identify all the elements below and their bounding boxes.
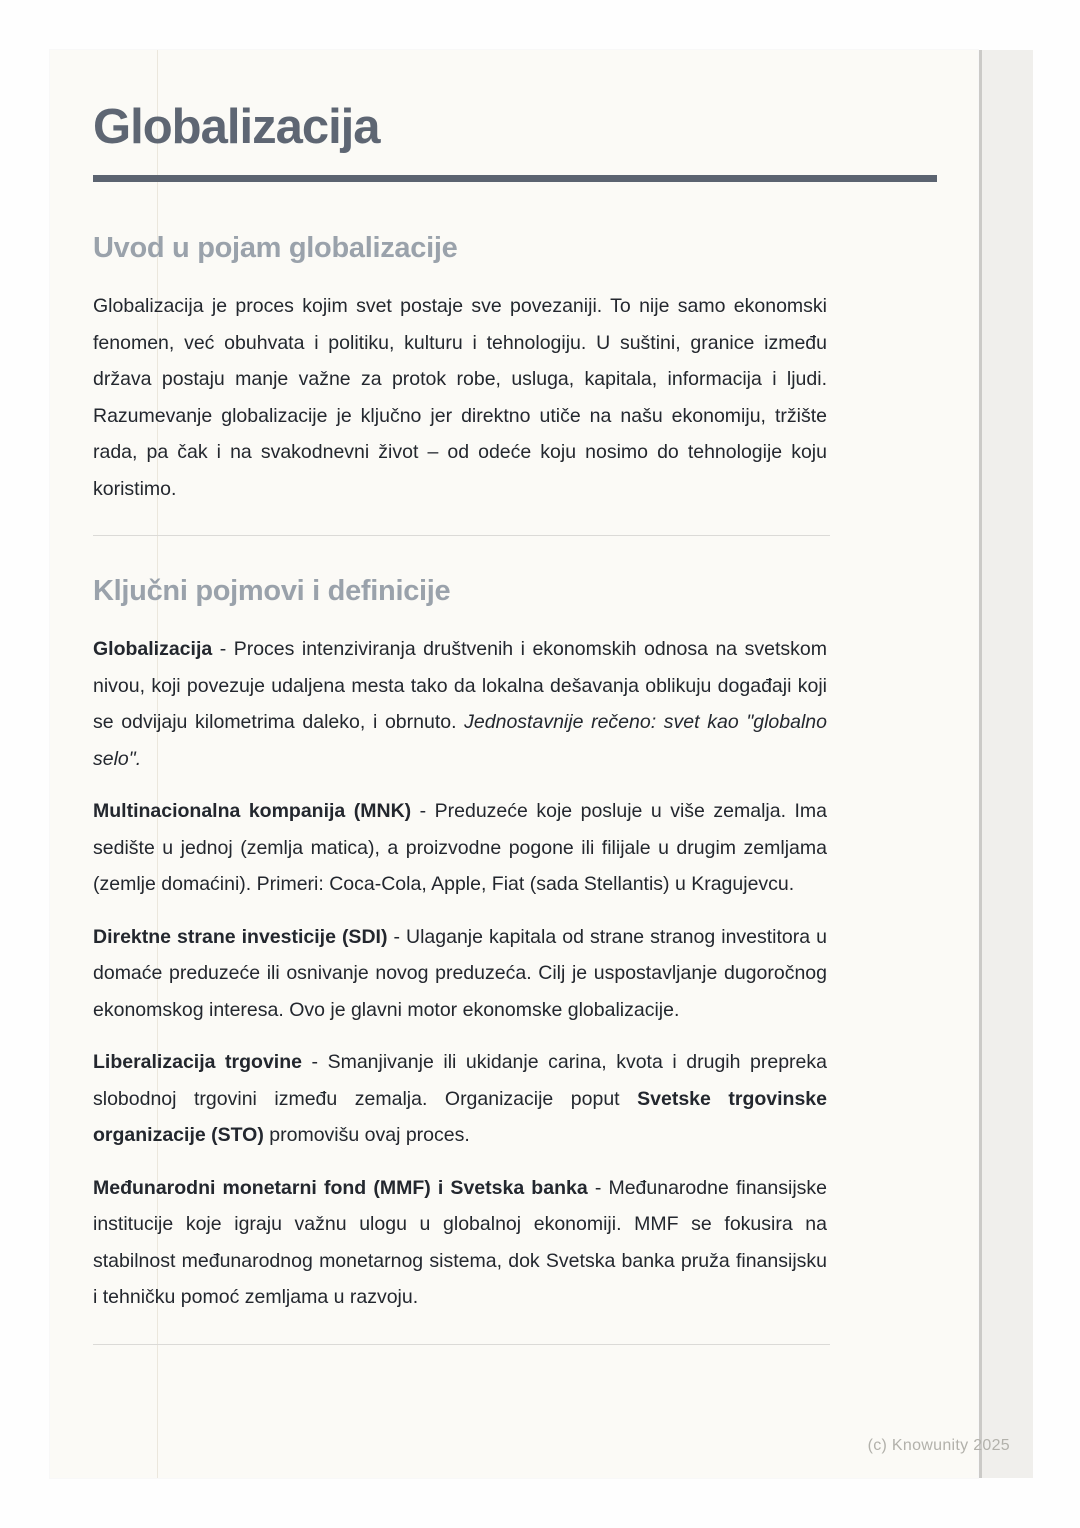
text-segment-bold: Globalizacija (93, 638, 213, 660)
text-segment-bold: Liberalizacija trgovine (93, 1051, 302, 1073)
paragraph (93, 288, 827, 507)
paragraph (93, 1044, 827, 1154)
page-title: Globalizacija (93, 100, 380, 154)
text-segment-regular: - Preduzeće koje posluje u više zemalja. Ima sedište u jednoj (zemlja matica), a proizvodne pogone ili filijale u drugim zemljama (zemlje domaćini). Primeri: Coca-Cola, Apple, Fiat (sada Stellantis) u Kragujevcu. (93, 800, 827, 895)
paragraph (93, 1170, 827, 1316)
section-heading: Uvod u pojam globalizacije (93, 232, 458, 264)
text-segment-bold: Svetske trgovinske organizacije (STO) (93, 1087, 827, 1146)
text-segment-regular: - Međunarodne finansijske institucije koje igraju važnu ulogu u globalnoj ekonomiji. MMF se fokusira na stabilnost međunarodnog monetarnog sistema, dok Svetska banka pruža finansijsku i tehničku pomoć zemljama u razvoju. (93, 1176, 827, 1308)
section-heading: Ključni pojmovi i definicije (93, 575, 451, 607)
sections-container (93, 230, 978, 1345)
text-segment-regular: promovišu ovaj proces. (263, 1124, 470, 1146)
title-underline (93, 175, 937, 182)
document-section (93, 573, 978, 1345)
document-page (50, 50, 978, 1478)
paragraph (93, 631, 827, 777)
section-divider (93, 535, 830, 536)
text-segment-bold: Međunarodni monetarni fond (MMF) i Svetska banka (93, 1176, 588, 1199)
copyright-footer: (c) Knowunity 2025 (867, 1437, 1010, 1454)
text-segment-italic: Jednostavnije rečeno: svet kao "globalno selo". (93, 711, 827, 770)
paragraph (93, 793, 827, 903)
next-page-edge[interactable] (979, 50, 1033, 1478)
page-content (50, 50, 978, 1345)
text-segment-regular: - Smanjivanje ili ukidanje carina, kvota i drugih prepreka slobodnoj trgovini između zemalja. Organizacije poput (93, 1051, 827, 1110)
section-divider (93, 1344, 830, 1345)
text-segment-bold: Multinacionalna kompanija (MNK) (93, 800, 412, 822)
document-section (93, 230, 978, 536)
text-segment-regular: Globalizacija je proces kojim svet postaje sve povezaniji. To nije samo ekonomski fenomen, već obuhvata i politiku, kulturu i tehnologiju. U suštini, granice između država postaju manje važne za protok robe, usluga, kapitala, informacija i ljudi. Razumevanje globalizacije je ključno jer direktno utiče na našu ekonomiju, tržište rada, pa čak i na svakodnevni život – od odeće koju nosimo do tehnologije koju koristimo. (93, 295, 827, 500)
text-segment-bold: Direktne strane investicije (SDI) (93, 925, 388, 948)
paragraph (93, 919, 827, 1029)
text-segment-regular: - Ulaganje kapitala od strane stranog investitora u domaće preduzeće ili osnivanje novog preduzeća. Cilj je uspostavljanje dugoročnog ekonomskog interesa. Ovo je glavni motor ekonomske globalizacije. (93, 925, 827, 1021)
text-segment-regular: - Proces intenziviranja društvenih i ekonomskih odnosa na svetskom nivou, koji povezuje udaljena mesta tako da lokalna dešavanja oblikuju događaji koji se odvijaju kilometrima daleko, i obrnuto. (93, 638, 827, 733)
